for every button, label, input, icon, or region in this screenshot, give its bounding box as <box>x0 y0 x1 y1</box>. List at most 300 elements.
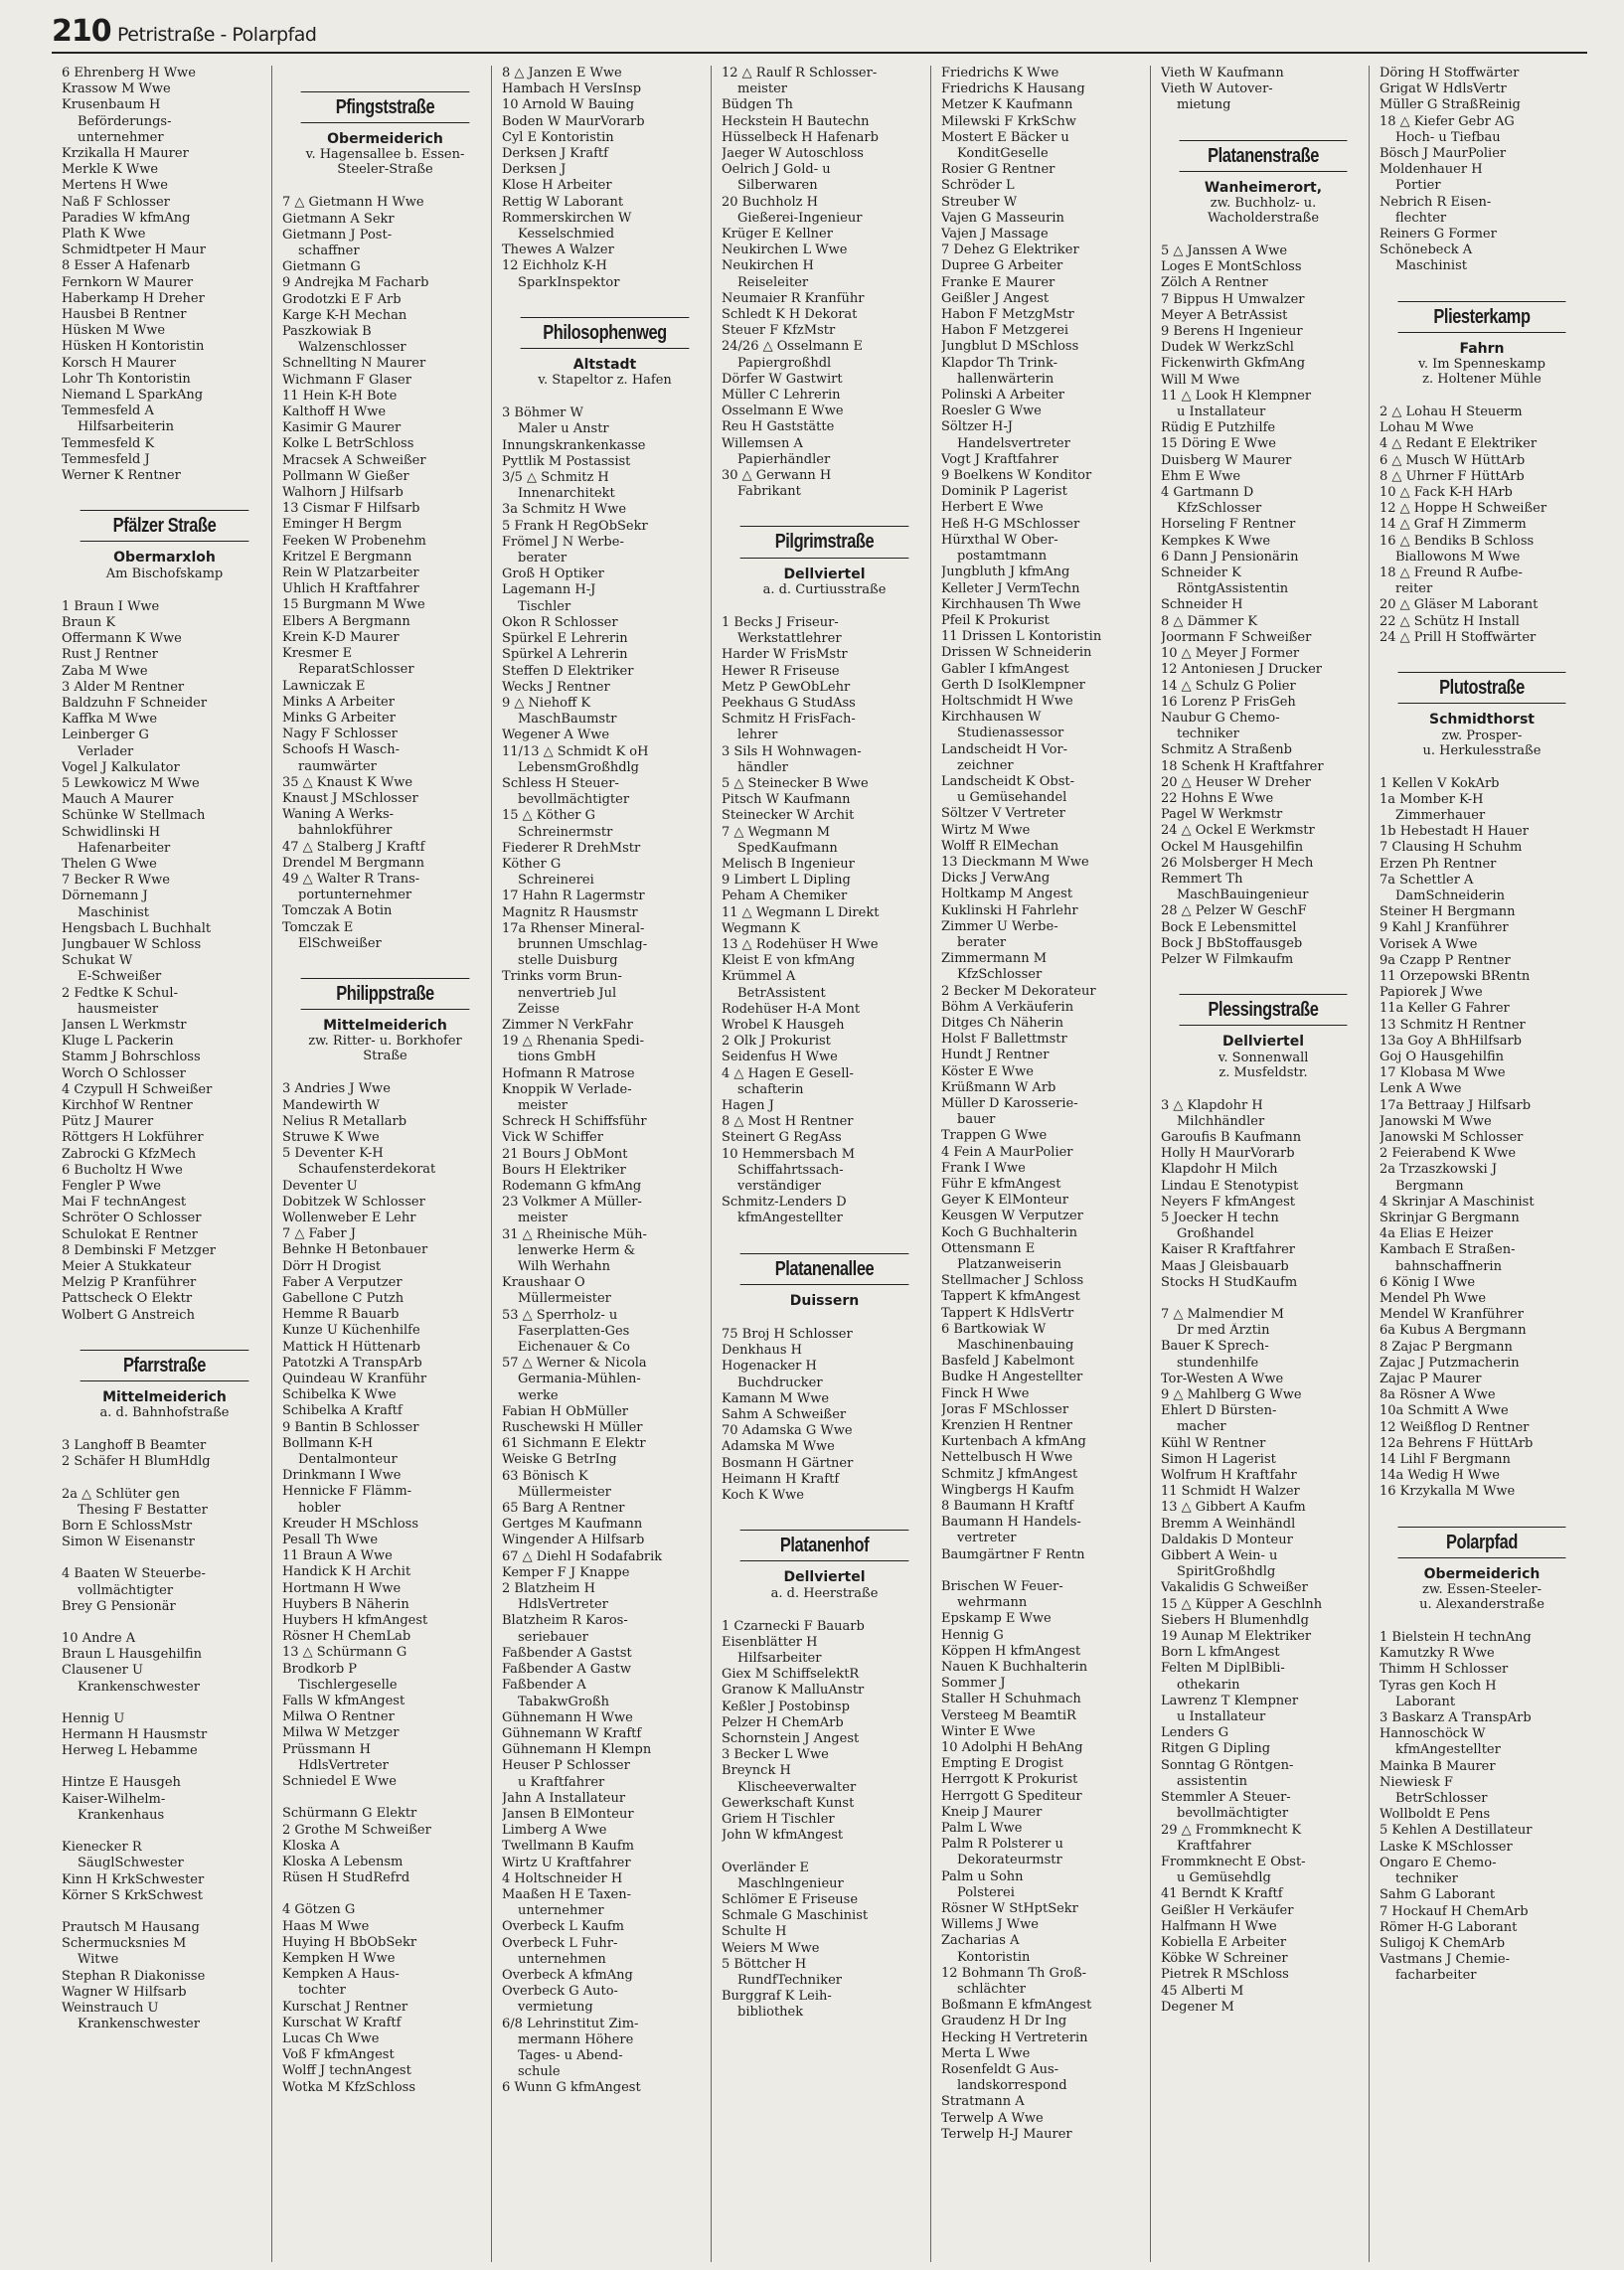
resident-entry: Frömel J N Werbe- <box>502 534 624 550</box>
resident-entry: Reiners G Former <box>1380 227 1497 243</box>
resident-entry: Krüger E Kellner <box>722 227 833 243</box>
resident-entry: 12 △ Hoppe H Schweißer <box>1380 501 1547 517</box>
resident-entry: Rüdig E Putzhilfe <box>1161 420 1276 436</box>
resident-entry: Remmert Th <box>1161 871 1243 887</box>
street-section <box>282 978 488 1077</box>
resident-entry: Paszkowiak B <box>282 324 372 340</box>
resident-entry-continuation: Schreinermstr <box>518 824 613 840</box>
resident-entry: Basfeld J Kabelmont <box>941 1354 1074 1370</box>
page-number: 210 <box>52 14 111 49</box>
resident-entry: Drinkmann I Wwe <box>282 1468 402 1484</box>
resident-entry: 41 Berndt K Kraftf <box>1161 1886 1283 1902</box>
resident-entry-continuation: stundenhilfe <box>1177 1355 1259 1371</box>
resident-entry: Garoufis B Kaufmann <box>1161 1129 1302 1145</box>
resident-entry: Krümmel A <box>722 969 796 985</box>
resident-entry: Kambach E Straßen- <box>1380 1242 1516 1258</box>
resident-entry: Rodemann G kfmAng <box>502 1179 642 1194</box>
resident-entry: Neukirchen H <box>722 258 814 274</box>
resident-entry: Wotka M KfzSchloss <box>282 2079 415 2095</box>
resident-entry: Schermucksnies M <box>62 1936 187 1952</box>
street-description: Am Bischofskamp <box>105 566 224 581</box>
resident-entry-continuation: LebensmGroßhdlg <box>518 759 639 775</box>
resident-entry: Walhorn J Hilfsarb <box>282 485 404 501</box>
resident-entry-continuation: seriebauer <box>518 1629 588 1645</box>
resident-entry: Lenk A Wwe <box>1380 1081 1462 1097</box>
resident-entry: 31 △ Rheinische Müh- <box>502 1226 647 1242</box>
resident-entry: Schneider H <box>1161 597 1243 613</box>
resident-entry: Lawrenz T Klempner <box>1161 1693 1299 1708</box>
resident-entry: Herbert E Wwe <box>941 500 1044 516</box>
resident-entry: Heuser P Schlosser <box>502 1758 630 1774</box>
resident-entry: Kasimir G Maurer <box>282 420 402 436</box>
resident-entry: Jansen B ElMonteur <box>502 1806 634 1822</box>
resident-entry: Pagel W Werkmstr <box>1161 807 1283 823</box>
resident-entry-continuation: unternehmer <box>78 129 164 145</box>
resident-entry: 7 Bippus H Umwalzer <box>1161 291 1305 307</box>
entry-gap <box>1161 1291 1366 1307</box>
street-section <box>722 1530 927 1614</box>
resident-entry: Bauer K Sprech- <box>1161 1339 1269 1355</box>
resident-entry: Denkhaus H <box>722 1343 803 1359</box>
resident-entry-continuation: tochter <box>298 1983 346 1999</box>
resident-entry: Steiner H Bergmann <box>1380 904 1516 920</box>
resident-entry: Jahn A Installateur <box>502 1790 626 1806</box>
street-description: a. d. Curtiusstraße <box>762 581 887 597</box>
street-name: Pfälzer Straße <box>81 510 249 542</box>
resident-entry: Steinecker W Archit <box>722 808 855 824</box>
resident-entry: 24 △ Ockel E Werkmstr <box>1161 823 1315 839</box>
resident-entry: 8 Dembinski F Metzger <box>62 1242 216 1258</box>
resident-entry-continuation: Tischler <box>518 598 571 614</box>
street-section <box>722 526 927 610</box>
resident-entry: Schönebeck A <box>1380 243 1473 258</box>
resident-entry: 19 △ Rhenania Spedi- <box>502 1034 644 1050</box>
resident-entry: Krenzien H Rentner <box>941 1418 1073 1434</box>
resident-entry: Weiske G BetrIng <box>502 1452 617 1468</box>
resident-entry: 11a Keller G Fahrer <box>1380 1001 1510 1017</box>
resident-entry: Kirchhausen Th Wwe <box>941 596 1081 612</box>
resident-entry-continuation: Germania-Mühlen- <box>518 1372 641 1387</box>
resident-entry-continuation: KfzSchlosser <box>957 967 1043 983</box>
resident-entry: Baldzuhn F Schneider <box>62 695 208 711</box>
resident-entry: Struwe K Wwe <box>282 1129 380 1145</box>
resident-entry: Versteeg M BeamtiR <box>941 1707 1076 1723</box>
resident-entry: Tomczak E <box>282 919 354 935</box>
resident-entry: Trappen G Wwe <box>941 1128 1048 1144</box>
resident-entry: Kemper F J Knappe <box>502 1564 630 1580</box>
resident-entry: 7 △ Malmendier M <box>1161 1307 1284 1322</box>
resident-entry: 7 Becker R Wwe <box>62 873 170 889</box>
resident-entry-continuation: vertreter <box>957 1531 1017 1546</box>
resident-entry: Zimmer N VerkFahr <box>502 1017 633 1033</box>
resident-entry: Hortmann H Wwe <box>282 1580 402 1596</box>
resident-entry-continuation: mermann Höhere <box>518 2031 634 2047</box>
resident-entry: Hüsselbeck H Hafenarb <box>722 129 879 145</box>
resident-entry: 9 △ Mahlberg G Wwe <box>1161 1387 1302 1403</box>
resident-entry-continuation: Schiffahrtssach- <box>737 1162 844 1178</box>
resident-entry: 11 Hein K-H Bote <box>282 388 398 404</box>
resident-entry: 4 Götzen G <box>282 1902 356 1918</box>
resident-entry: Gietmann G <box>282 259 361 275</box>
resident-entry: 10a Schmitt A Wwe <box>1380 1403 1509 1419</box>
resident-entry: Skrinjar G Bergmann <box>1380 1210 1520 1225</box>
resident-entry-continuation: hobler <box>298 1500 341 1516</box>
page-range-title: Petristraße - Polarpfad <box>117 24 317 46</box>
resident-entry: 1 Becks J Friseur- <box>722 614 839 630</box>
resident-entry: Huying H BbObSekr <box>282 1934 417 1950</box>
resident-entry: Mandewirth W <box>282 1097 381 1113</box>
resident-entry: 5 △ Steinecker B Wwe <box>722 775 869 791</box>
resident-entry-continuation: Buchdrucker <box>737 1375 823 1390</box>
resident-entry: Ruschewski H Müller <box>502 1420 643 1436</box>
resident-entry-continuation: Großhandel <box>1177 1226 1254 1242</box>
resident-entry-continuation: Papierhändler <box>737 451 831 467</box>
resident-entry: Duisberg W Maurer <box>1161 452 1292 468</box>
resident-entry: Overbeck G Auto- <box>502 1984 618 2000</box>
resident-entry: Goj O Hausgehilfin <box>1380 1049 1505 1064</box>
resident-entry: Klapdohr H Milch <box>1161 1162 1278 1178</box>
resident-entry: Kaiser R Kraftfahrer <box>1161 1242 1296 1258</box>
resident-entry: Bremm A Weinhändl <box>1161 1516 1296 1532</box>
resident-entry: 7 Clausing H Schuhm <box>1380 840 1523 856</box>
resident-entry-continuation: schlächter <box>957 1981 1027 1997</box>
resident-entry: Weinstrauch U <box>62 2000 159 2016</box>
resident-entry: Wirtz U Kraftfahrer <box>502 1855 631 1870</box>
resident-entry: Franke E Maurer <box>941 274 1056 290</box>
resident-entry-continuation: Schaufensterdekorat <box>298 1162 436 1178</box>
resident-entry: Lenders G <box>1161 1725 1229 1741</box>
resident-entry: Kalthoff H Wwe <box>282 405 387 420</box>
resident-entry-continuation: DamSchneiderin <box>1395 888 1506 903</box>
resident-entry: Hengsbach L Buchhalt <box>62 920 212 936</box>
resident-entry: 17a Bettraay J Hilfsarb <box>1380 1097 1532 1113</box>
resident-entry: Herrgott K Prokurist <box>941 1772 1078 1788</box>
resident-entry: Hennig U <box>62 1710 125 1726</box>
resident-entry: Ehm E Wwe <box>1161 468 1241 484</box>
resident-entry: Herrgott G Spediteur <box>941 1788 1082 1804</box>
resident-entry-continuation: SparkInspektor <box>518 274 620 290</box>
resident-entry: Rein W Platzarbeiter <box>282 566 419 581</box>
resident-entry: 26 Molsberger H Mech <box>1161 855 1314 871</box>
resident-entry: 75 Broj H Schlosser <box>722 1327 853 1343</box>
resident-entry: 9 Berens H Ingenieur <box>1161 324 1303 340</box>
resident-entry: 6 △ Musch W HüttArb <box>1380 452 1526 468</box>
resident-entry: Kolke L BetrSchloss <box>282 436 414 452</box>
resident-entry: Uhlich H Kraftfahrer <box>282 581 419 597</box>
street-description: Straße <box>363 1049 407 1064</box>
resident-entry: Haberkamp H Dreher <box>62 290 205 306</box>
street-section <box>1380 1527 1584 1626</box>
resident-entry: Loges E MontSchloss <box>1161 259 1302 275</box>
street-name: Philippstraße <box>301 978 470 1010</box>
resident-entry-continuation: E-Schweißer <box>78 969 162 985</box>
street-name: Pfarrstraße <box>81 1350 249 1381</box>
resident-entry: 2 Fedtke K Schul- <box>62 985 178 1001</box>
resident-entry: Mendel W Kranführer <box>1380 1307 1524 1323</box>
resident-entry: 16 △ Bendiks B Schloss <box>1380 533 1535 549</box>
resident-entry: Naß F Schlosser <box>62 194 170 210</box>
resident-entry: 7 Hockauf H ChemArb <box>1380 1903 1529 1919</box>
resident-entry-continuation: Müllermeister <box>518 1484 611 1500</box>
resident-entry: Zimmer U Werbe- <box>941 918 1058 934</box>
resident-entry: Kelleter J VermTechn <box>941 580 1080 596</box>
resident-entry-continuation: portunternehmer <box>298 888 412 903</box>
resident-entry: Stellmacher J Schloss <box>941 1273 1084 1289</box>
resident-entry: Nebrich R Eisen- <box>1380 194 1492 210</box>
resident-entry: 24/26 △ Osselmann E <box>722 339 864 355</box>
resident-entry: 4 Fein A MaurPolier <box>941 1144 1073 1160</box>
resident-entry-continuation: BetrSchlosser <box>1395 1791 1488 1807</box>
resident-entry: 53 △ Sperrholz- u <box>502 1307 618 1323</box>
resident-entry: Hewer R Friseuse <box>722 663 840 679</box>
resident-entry: Zajac J Putzmacherin <box>1380 1355 1520 1371</box>
resident-entry-continuation: lenwerke Herm & <box>518 1242 636 1258</box>
resident-entry: Lohau M Wwe <box>1380 420 1474 436</box>
street-district: Obermarxloh <box>113 550 216 567</box>
resident-entry-continuation: brunnen Umschlag- <box>518 936 648 952</box>
resident-entry-continuation: u Gemüsehdlg <box>1177 1870 1271 1886</box>
resident-entry: Niemand L SparkAng <box>62 388 204 404</box>
resident-entry: Jungbluth J kfmAng <box>941 565 1070 580</box>
resident-entry: Magnitz R Hausmstr <box>502 904 638 920</box>
resident-entry: Wecks J Rentner <box>502 679 610 695</box>
resident-entry: 15 Burgmann M Wwe <box>282 597 425 613</box>
resident-entry: Graudenz H Dr Ing <box>941 2014 1067 2029</box>
resident-entry: Willemsen A <box>722 435 803 451</box>
resident-entry: Bock J BbStoffausgeb <box>1161 935 1303 951</box>
resident-entry: Harder W FrisMstr <box>722 647 848 663</box>
resident-entry: Holtkamp M Angest <box>941 887 1073 902</box>
resident-entry: Gietmann J Post- <box>282 227 393 243</box>
resident-entry: Minks G Arbeiter <box>282 710 396 726</box>
resident-entry: Hennicke F Flämm- <box>282 1484 412 1500</box>
resident-entry: Dobitzek W Schlosser <box>282 1194 425 1210</box>
resident-entry: 9 Limbert L Dipling <box>722 873 851 889</box>
resident-entry: Friedrichs K Hausang <box>941 81 1085 97</box>
resident-entry: John W kfmAngest <box>722 1828 844 1844</box>
resident-entry-continuation: Reiseleiter <box>737 274 809 290</box>
resident-entry: 11 △ Look H Klempner <box>1161 388 1312 404</box>
resident-entry: Finck H Wwe <box>941 1385 1030 1401</box>
resident-entry: Fabian H ObMüller <box>502 1403 628 1419</box>
resident-entry-continuation: HdlsVertreter <box>298 1757 389 1773</box>
resident-entry: Fickenwirth GkfmAng <box>1161 356 1306 372</box>
street-district: Mittelmeiderich <box>323 1018 447 1035</box>
resident-entry: Baumann H Handels- <box>941 1515 1081 1531</box>
resident-entry: Wolff R ElMechan <box>941 838 1059 854</box>
column-6 <box>1150 66 1370 2262</box>
resident-entry-continuation: Gießerei-Ingenieur <box>737 210 863 226</box>
resident-entry: Sonntag G Röntgen- <box>1161 1757 1294 1773</box>
resident-entry: 14a Wedig H Wwe <box>1380 1468 1501 1484</box>
resident-entry: Temmesfeld A <box>62 404 154 419</box>
resident-entry: Wegener A Wwe <box>502 728 610 743</box>
resident-entry-continuation: schaffner <box>298 243 360 259</box>
resident-entry: 11 Drissen L Kontoristin <box>941 629 1102 645</box>
resident-entry: Schibelka K Wwe <box>282 1387 397 1403</box>
resident-entry-continuation: ReparatSchlosser <box>298 662 414 678</box>
resident-entry-continuation: Dr med Ärztin <box>1177 1323 1270 1339</box>
resident-entry: Metzer K Kaufmann <box>941 97 1073 113</box>
street-section <box>502 317 708 402</box>
resident-entry-continuation: werke <box>518 1387 559 1403</box>
resident-entry-continuation: TabakwGroßh <box>518 1694 609 1709</box>
resident-entry: Boßmann E kfmAngest <box>941 1998 1092 2014</box>
resident-entry: Bours H Elektriker <box>502 1162 626 1178</box>
resident-entry: Moldenhauer H <box>1380 162 1483 178</box>
resident-entry: Stocks H StudKaufm <box>1161 1274 1298 1290</box>
resident-entry: 3 △ Klapdohr H <box>1161 1097 1263 1113</box>
entry-gap <box>62 1696 267 1711</box>
resident-entry: Heß H-G MSchlosser <box>941 516 1080 532</box>
resident-entry: Dörr H Drogist <box>282 1258 382 1274</box>
resident-entry: Wichmann F Glaser <box>282 372 411 388</box>
resident-entry: Melzig P Kranführer <box>62 1275 197 1291</box>
resident-entry: 3 Andries J Wwe <box>282 1081 391 1097</box>
resident-entry: Tyras gen Koch H <box>1380 1678 1497 1694</box>
street-description: z. Musfeldstr. <box>1218 1064 1308 1080</box>
resident-entry: 14 △ Graf H Zimmerm <box>1380 517 1527 533</box>
resident-entry: 20 △ Heuser W Dreher <box>1161 774 1312 790</box>
resident-entry: Hofmann R Matrose <box>502 1065 635 1081</box>
resident-entry: Zacharias A <box>941 1933 1020 1949</box>
resident-entry: Vieth W Kaufmann <box>1161 66 1284 81</box>
resident-entry: Kienecker R <box>62 1840 142 1856</box>
resident-entry: Pütz J Maurer <box>62 1114 154 1130</box>
resident-entry-continuation: MaschBaumstr <box>518 712 617 728</box>
resident-entry: Rösner W StHptSekr <box>941 1900 1078 1916</box>
resident-entry-continuation: Biallowons M Wwe <box>1395 549 1521 565</box>
resident-entry: Ongaro E Chemo- <box>1380 1855 1497 1870</box>
resident-entry: 6/8 Lehrinstitut Zim- <box>502 2016 639 2031</box>
street-section <box>1161 994 1366 1093</box>
resident-entry: Siebers H Blumenhdlg <box>1161 1612 1309 1628</box>
resident-entry: Pesall Th Wwe <box>282 1533 379 1548</box>
resident-entry: Sahm A Schweißer <box>722 1407 847 1423</box>
resident-entry: 12 Eichholz K-H <box>502 258 607 274</box>
resident-entry: 10 △ Meyer J Former <box>1161 646 1300 662</box>
street-district: Dellviertel <box>783 566 866 582</box>
resident-entry: Palm R Polsterer u <box>941 1837 1063 1853</box>
resident-entry: Paradies W kfmAng <box>62 210 191 226</box>
resident-entry: Ehlert D Bürsten- <box>1161 1403 1277 1419</box>
resident-entry-continuation: Studienassessor <box>957 726 1064 741</box>
resident-entry: 8 Baumann H Kraftf <box>941 1499 1074 1515</box>
resident-entry-continuation: Silberwaren <box>737 178 818 194</box>
resident-entry-continuation: Eichenauer & Co <box>518 1340 631 1356</box>
resident-entry: Kunze U Küchenhilfe <box>282 1323 420 1339</box>
resident-entry-continuation: Hilfsarbeiter <box>737 1651 822 1667</box>
resident-entry: Frommknecht E Obst- <box>1161 1854 1306 1869</box>
resident-entry: Nauen K Buchhalterin <box>941 1659 1088 1675</box>
resident-entry-continuation: KonditGeselle <box>957 146 1049 162</box>
resident-entry: Terwelp H-J Maurer <box>941 2126 1072 2142</box>
resident-entry: Söltzer H-J <box>941 419 1013 435</box>
resident-entry: 30 △ Gerwann H <box>722 468 832 484</box>
resident-entry: Meyer A BetrAssist <box>1161 307 1288 323</box>
resident-entry: Huybers B Näherin <box>282 1596 409 1612</box>
resident-entry: Mostert E Bäcker u <box>941 129 1069 145</box>
resident-entry: 2 Olk J Prokurist <box>722 1034 831 1050</box>
resident-entry: Kirchhausen W <box>941 710 1042 726</box>
resident-entry-continuation: techniker <box>1177 727 1239 742</box>
resident-entry: 7 △ Faber J <box>282 1226 356 1242</box>
resident-entry: 2 Schäfer H BlumHdlg <box>62 1454 211 1470</box>
street-name: Plutostraße <box>1398 672 1566 704</box>
entry-gap <box>941 1563 1147 1579</box>
resident-entry: Spürkel A Lehrerin <box>502 647 628 663</box>
resident-entry: Meier A Stukkateur <box>62 1259 192 1275</box>
resident-entry: 35 △ Knaust K Wwe <box>282 774 413 790</box>
resident-entry: Hausbei B Rentner <box>62 307 187 323</box>
resident-entry: 20 △ Gläser M Laborant <box>1380 597 1539 613</box>
resident-entry: Born E SchlossMstr <box>62 1519 193 1535</box>
resident-entry: Schnellting N Maurer <box>282 356 426 372</box>
resident-entry: 47 △ Stalberg J Kraftf <box>282 839 425 855</box>
resident-entry: Gühnemann H Klempn <box>502 1742 652 1758</box>
resident-entry: 10 Adolphi H BehAng <box>941 1739 1083 1755</box>
resident-entry: Daldakis D Monteur <box>1161 1532 1293 1547</box>
resident-entry: Gühnemann H Wwe <box>502 1709 633 1725</box>
resident-entry-continuation: bevollmächtigter <box>1177 1806 1289 1822</box>
resident-entry: Geißler J Angest <box>941 290 1050 306</box>
resident-entry: 16 Lorenz P FrisGeh <box>1161 694 1296 710</box>
resident-entry: 15 △ Küpper A Geschlnh <box>1161 1596 1323 1612</box>
resident-entry: Huybers H kfmAngest <box>282 1613 428 1629</box>
resident-entry: 13a Goy A BhHilfsarb <box>1380 1033 1522 1049</box>
resident-entry: Staller H Schuhmach <box>941 1692 1081 1707</box>
resident-entry-continuation: mietung <box>1177 97 1231 113</box>
resident-entry: Innungskrankenkasse <box>502 437 646 453</box>
resident-entry-continuation: schule <box>518 2064 561 2080</box>
resident-entry: Adamska M Wwe <box>722 1439 835 1455</box>
resident-entry: Vick W Schiffer <box>502 1130 603 1146</box>
resident-entry-continuation: Müllermeister <box>518 1291 611 1307</box>
resident-entry: Hannoschöck W <box>1380 1726 1486 1742</box>
resident-entry: Drendel M Bergmann <box>282 855 425 871</box>
resident-entry: Weiers M Wwe <box>722 1940 820 1956</box>
resident-entry: Voß F kfmAngest <box>282 2047 395 2063</box>
resident-entry: 6 König I Wwe <box>1380 1274 1476 1290</box>
street-name: Polarpfad <box>1398 1527 1566 1558</box>
resident-entry: Halfmann H Wwe <box>1161 1918 1277 1934</box>
resident-entry-continuation: Bergmann <box>1395 1178 1464 1194</box>
resident-entry-continuation: bibliothek <box>737 2005 804 2021</box>
resident-entry-continuation: hallenwärterin <box>957 371 1055 387</box>
column-3 <box>491 66 712 2262</box>
resident-entry: 10 Arnold W Bauing <box>502 97 635 113</box>
resident-entry: Twellmann B Kaufm <box>502 1839 634 1855</box>
resident-entry: Knoppik W Verlade- <box>502 1081 632 1097</box>
resident-entry: Klapdor Th Trink- <box>941 355 1058 371</box>
resident-entry: 13 Schmitz H Rentner <box>1380 1017 1526 1033</box>
resident-entry: Hemme R Bauarb <box>282 1307 400 1323</box>
resident-entry: Grodotzki E F Arb <box>282 291 402 307</box>
resident-entry: Oelrich J Gold- u <box>722 162 831 178</box>
street-description: a. d. Heerstraße <box>770 1585 879 1601</box>
resident-entry-continuation: bahnschaffnerin <box>1395 1258 1502 1274</box>
resident-entry: Vorisek A Wwe <box>1380 936 1478 952</box>
resident-entry: Milwa W Metzger <box>282 1725 400 1741</box>
resident-entry: Tappert K HdlsVertr <box>941 1305 1074 1321</box>
resident-entry: Pollmann W Gießer <box>282 468 409 484</box>
street-district: Dellviertel <box>783 1569 866 1586</box>
resident-entry: Reu H Gaststätte <box>722 419 835 435</box>
resident-entry: Hintze E Hausgeh <box>62 1775 181 1791</box>
resident-entry: 9 Kahl J Kranführer <box>1380 920 1509 936</box>
resident-entry: 8 Esser A Hafenarb <box>62 258 191 274</box>
resident-entry: Kurschat W Kraftf <box>282 2015 402 2030</box>
